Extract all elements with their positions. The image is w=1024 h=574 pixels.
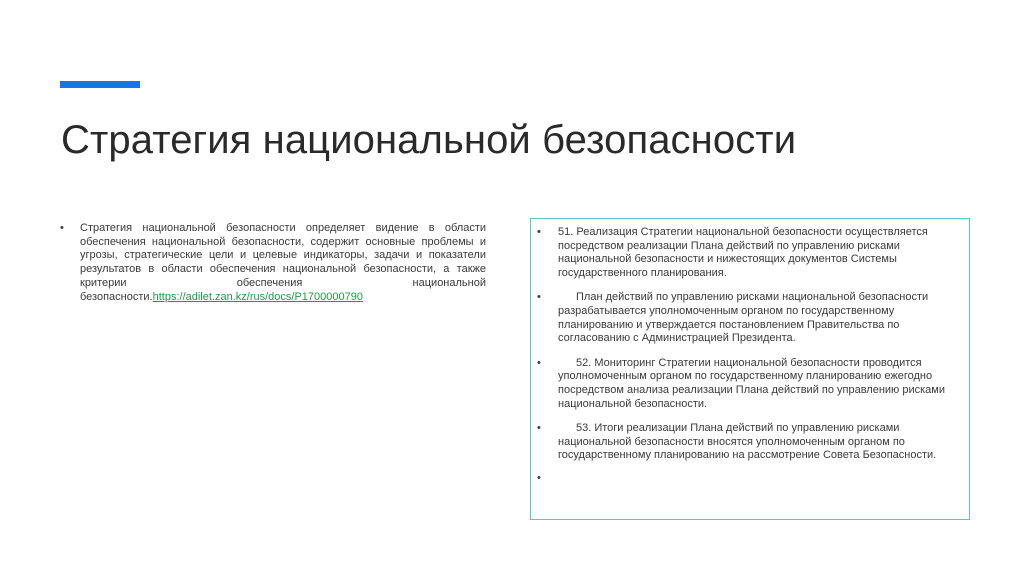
left-bullet-text: Стратегия национальной безопасности определяет видение в области обеспечения национальной безопасности, содержит основные проблемы и угрозы, стратегические цели и целевые индикаторы, задачи и показатели результатов в области обеспечения национальной безопасности, а также критерии обеспечения национальной безопасности. — [80, 222, 486, 303]
right-item-text: 53. Итоги реализации Плана действий по управлению рисками национальной безопасности вносятся уполномоченным органом по государственному планированию на рассмотрение Совета Безопасности. — [558, 422, 937, 462]
right-bullet-item-52 — [537, 357, 959, 411]
title-accent-bar — [60, 81, 140, 88]
bullet-marker: • — [537, 422, 541, 435]
bullet-marker: • — [537, 226, 541, 238]
right-bullet-item-53 — [537, 422, 959, 463]
bullet-marker: • — [60, 222, 64, 234]
slide-title: Стратегия национальной безопасности — [61, 118, 797, 162]
bullet-marker: • — [537, 291, 541, 304]
bullet-marker: • — [537, 356, 541, 369]
bullet-marker: • — [537, 471, 541, 484]
right-item-text: 52. Мониторинг Стратегии национальной безопасности проводится уполномоченным органом по государственному планированию ежегодно посредством анализа реализации Плана действий по управлению рисками национальной безопасности. — [558, 356, 946, 410]
right-text-box — [530, 218, 970, 520]
right-bullet-list — [537, 226, 959, 484]
right-item-text: 51. Реализация Стратегии национальной безопасности осуществляется посредством реализации Плана действий по управлению рисками национальной безопасности и нижестоящих документов Системы государственного планирования. — [558, 226, 928, 279]
right-bullet-item-51 — [537, 226, 959, 280]
right-item-text: План действий по управлению рисками национальной безопасности разрабатывается уполномоченным органом по государственному планированию и утверждается постановлением Правительства по согласованию с Администрацией Президента. — [558, 291, 929, 345]
left-bullet-item — [60, 222, 486, 304]
right-bullet-item-plan — [537, 291, 959, 345]
left-bullet-list — [60, 222, 486, 304]
adilet-link[interactable]: https://adilet.zan.kz/rus/docs/P1700000790 — [152, 290, 363, 303]
